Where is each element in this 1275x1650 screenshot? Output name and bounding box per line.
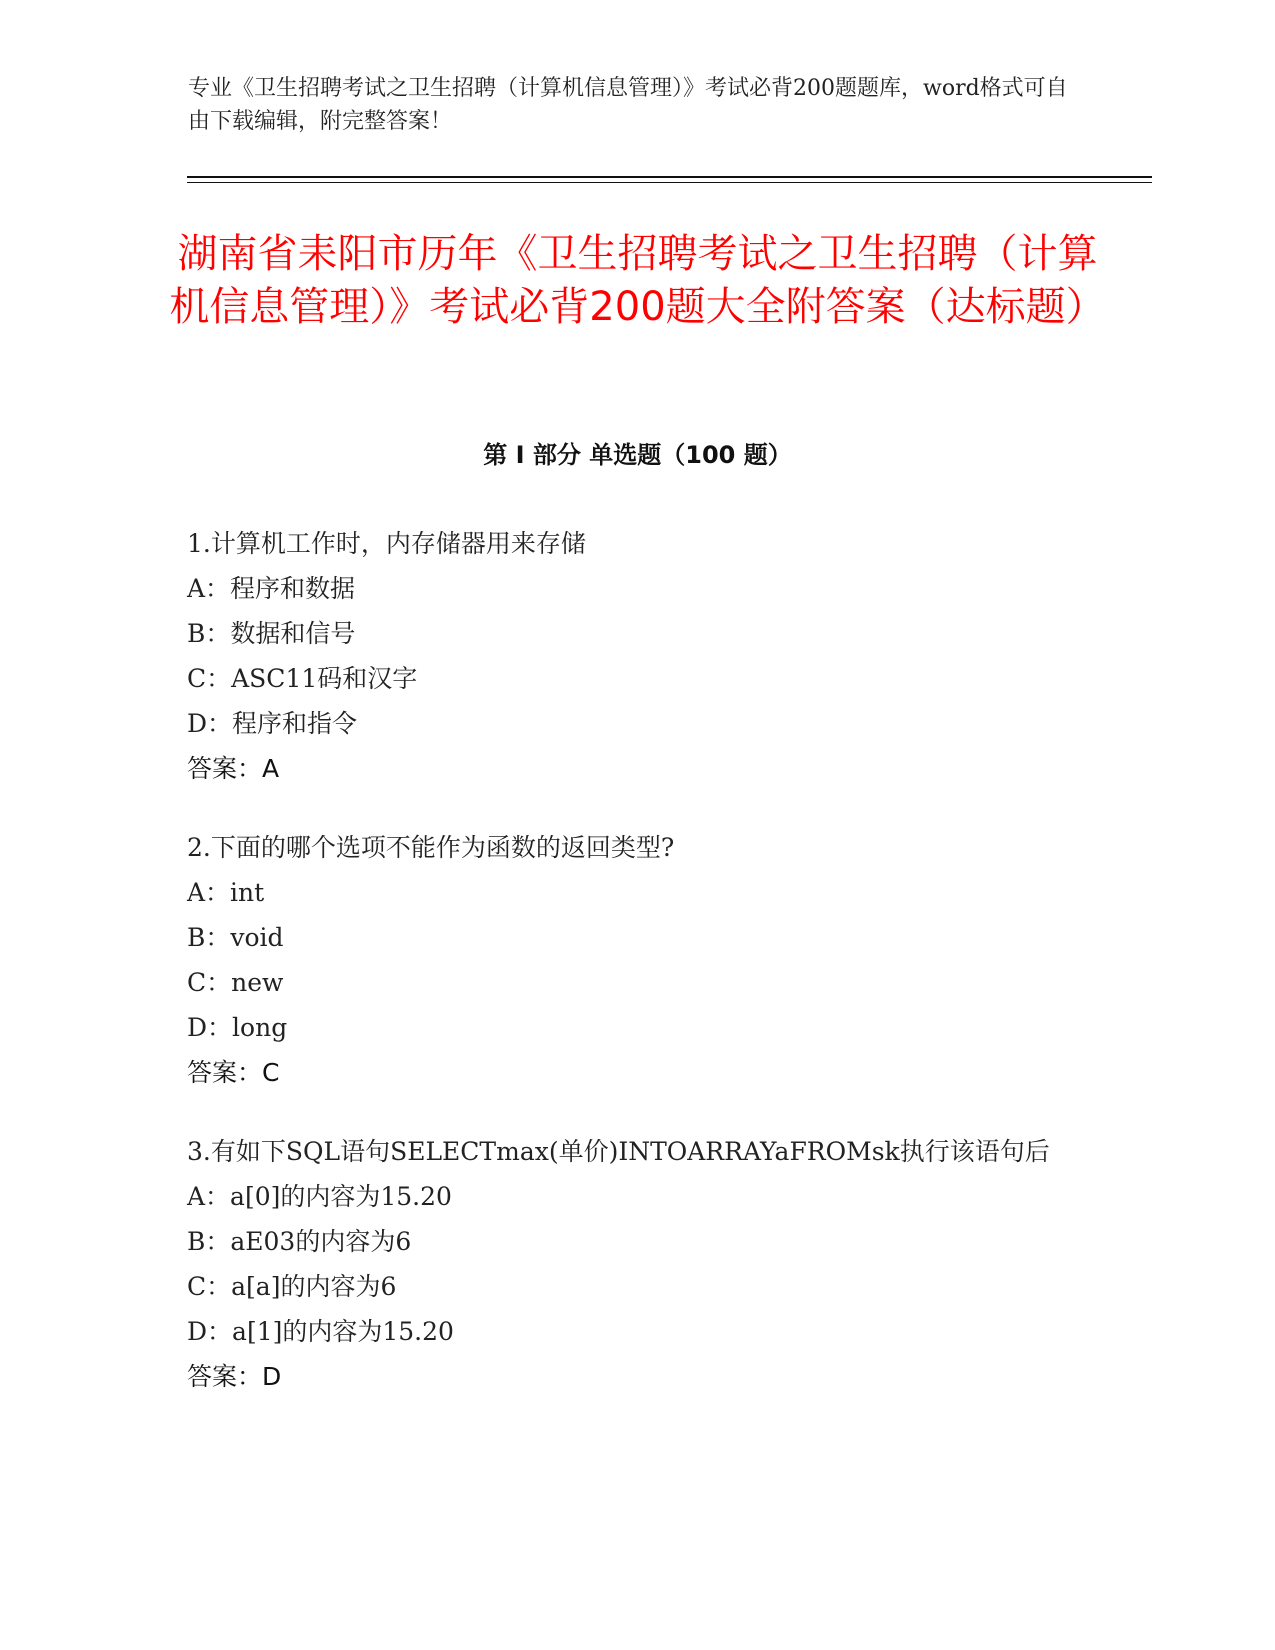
option-c: C：ASC11码和汉字: [187, 664, 418, 693]
intro-text: 专业《卫生招聘考试之卫生招聘（计算机信息管理）》考试必背200题题库，word格式可自由下载编辑，附完整答案！: [188, 76, 1068, 134]
option-a: A：程序和数据: [187, 574, 356, 603]
option-d: D：long: [187, 1013, 288, 1042]
answer-line: 答案：D: [187, 1362, 282, 1391]
option-c: C：new: [187, 968, 284, 997]
answer-line: 答案：C: [187, 1058, 280, 1087]
option-a: A：a[0]的内容为15.20: [187, 1182, 452, 1211]
question-list: [187, 528, 1127, 1440]
option-b: B：aE03的内容为6: [187, 1227, 412, 1256]
header-divider-thick: [187, 176, 1152, 178]
option-d: D：程序和指令: [187, 709, 358, 738]
document-title: 湖南省耒阳市历年《卫生招聘考试之卫生招聘（计算机信息管理）》考试必背200题大全附答案（达标题）: [169, 231, 1106, 330]
option-d: D：a[1]的内容为15.20: [187, 1317, 454, 1346]
answer-line: 答案：A: [187, 754, 280, 783]
header-divider-thin: [187, 182, 1152, 183]
question-2: [187, 832, 1127, 1089]
question-stem: 2.下面的哪个选项不能作为函数的返回类型?: [187, 833, 675, 862]
question-1: [187, 528, 1127, 785]
question-stem: 1.计算机工作时，内存储器用来存储: [187, 529, 586, 558]
option-c: C：a[a]的内容为6: [187, 1272, 397, 1301]
question-stem: 3.有如下SQL语句SELECTmax(单价)INTOARRAYaFROMsk执行该语句后: [187, 1137, 1050, 1166]
question-3: [187, 1136, 1127, 1393]
section-heading: 第 I 部分 单选题（100 题）: [483, 441, 792, 469]
option-b: B：数据和信号: [187, 619, 356, 648]
option-a: A：int: [187, 878, 265, 907]
option-b: B：void: [187, 923, 284, 952]
